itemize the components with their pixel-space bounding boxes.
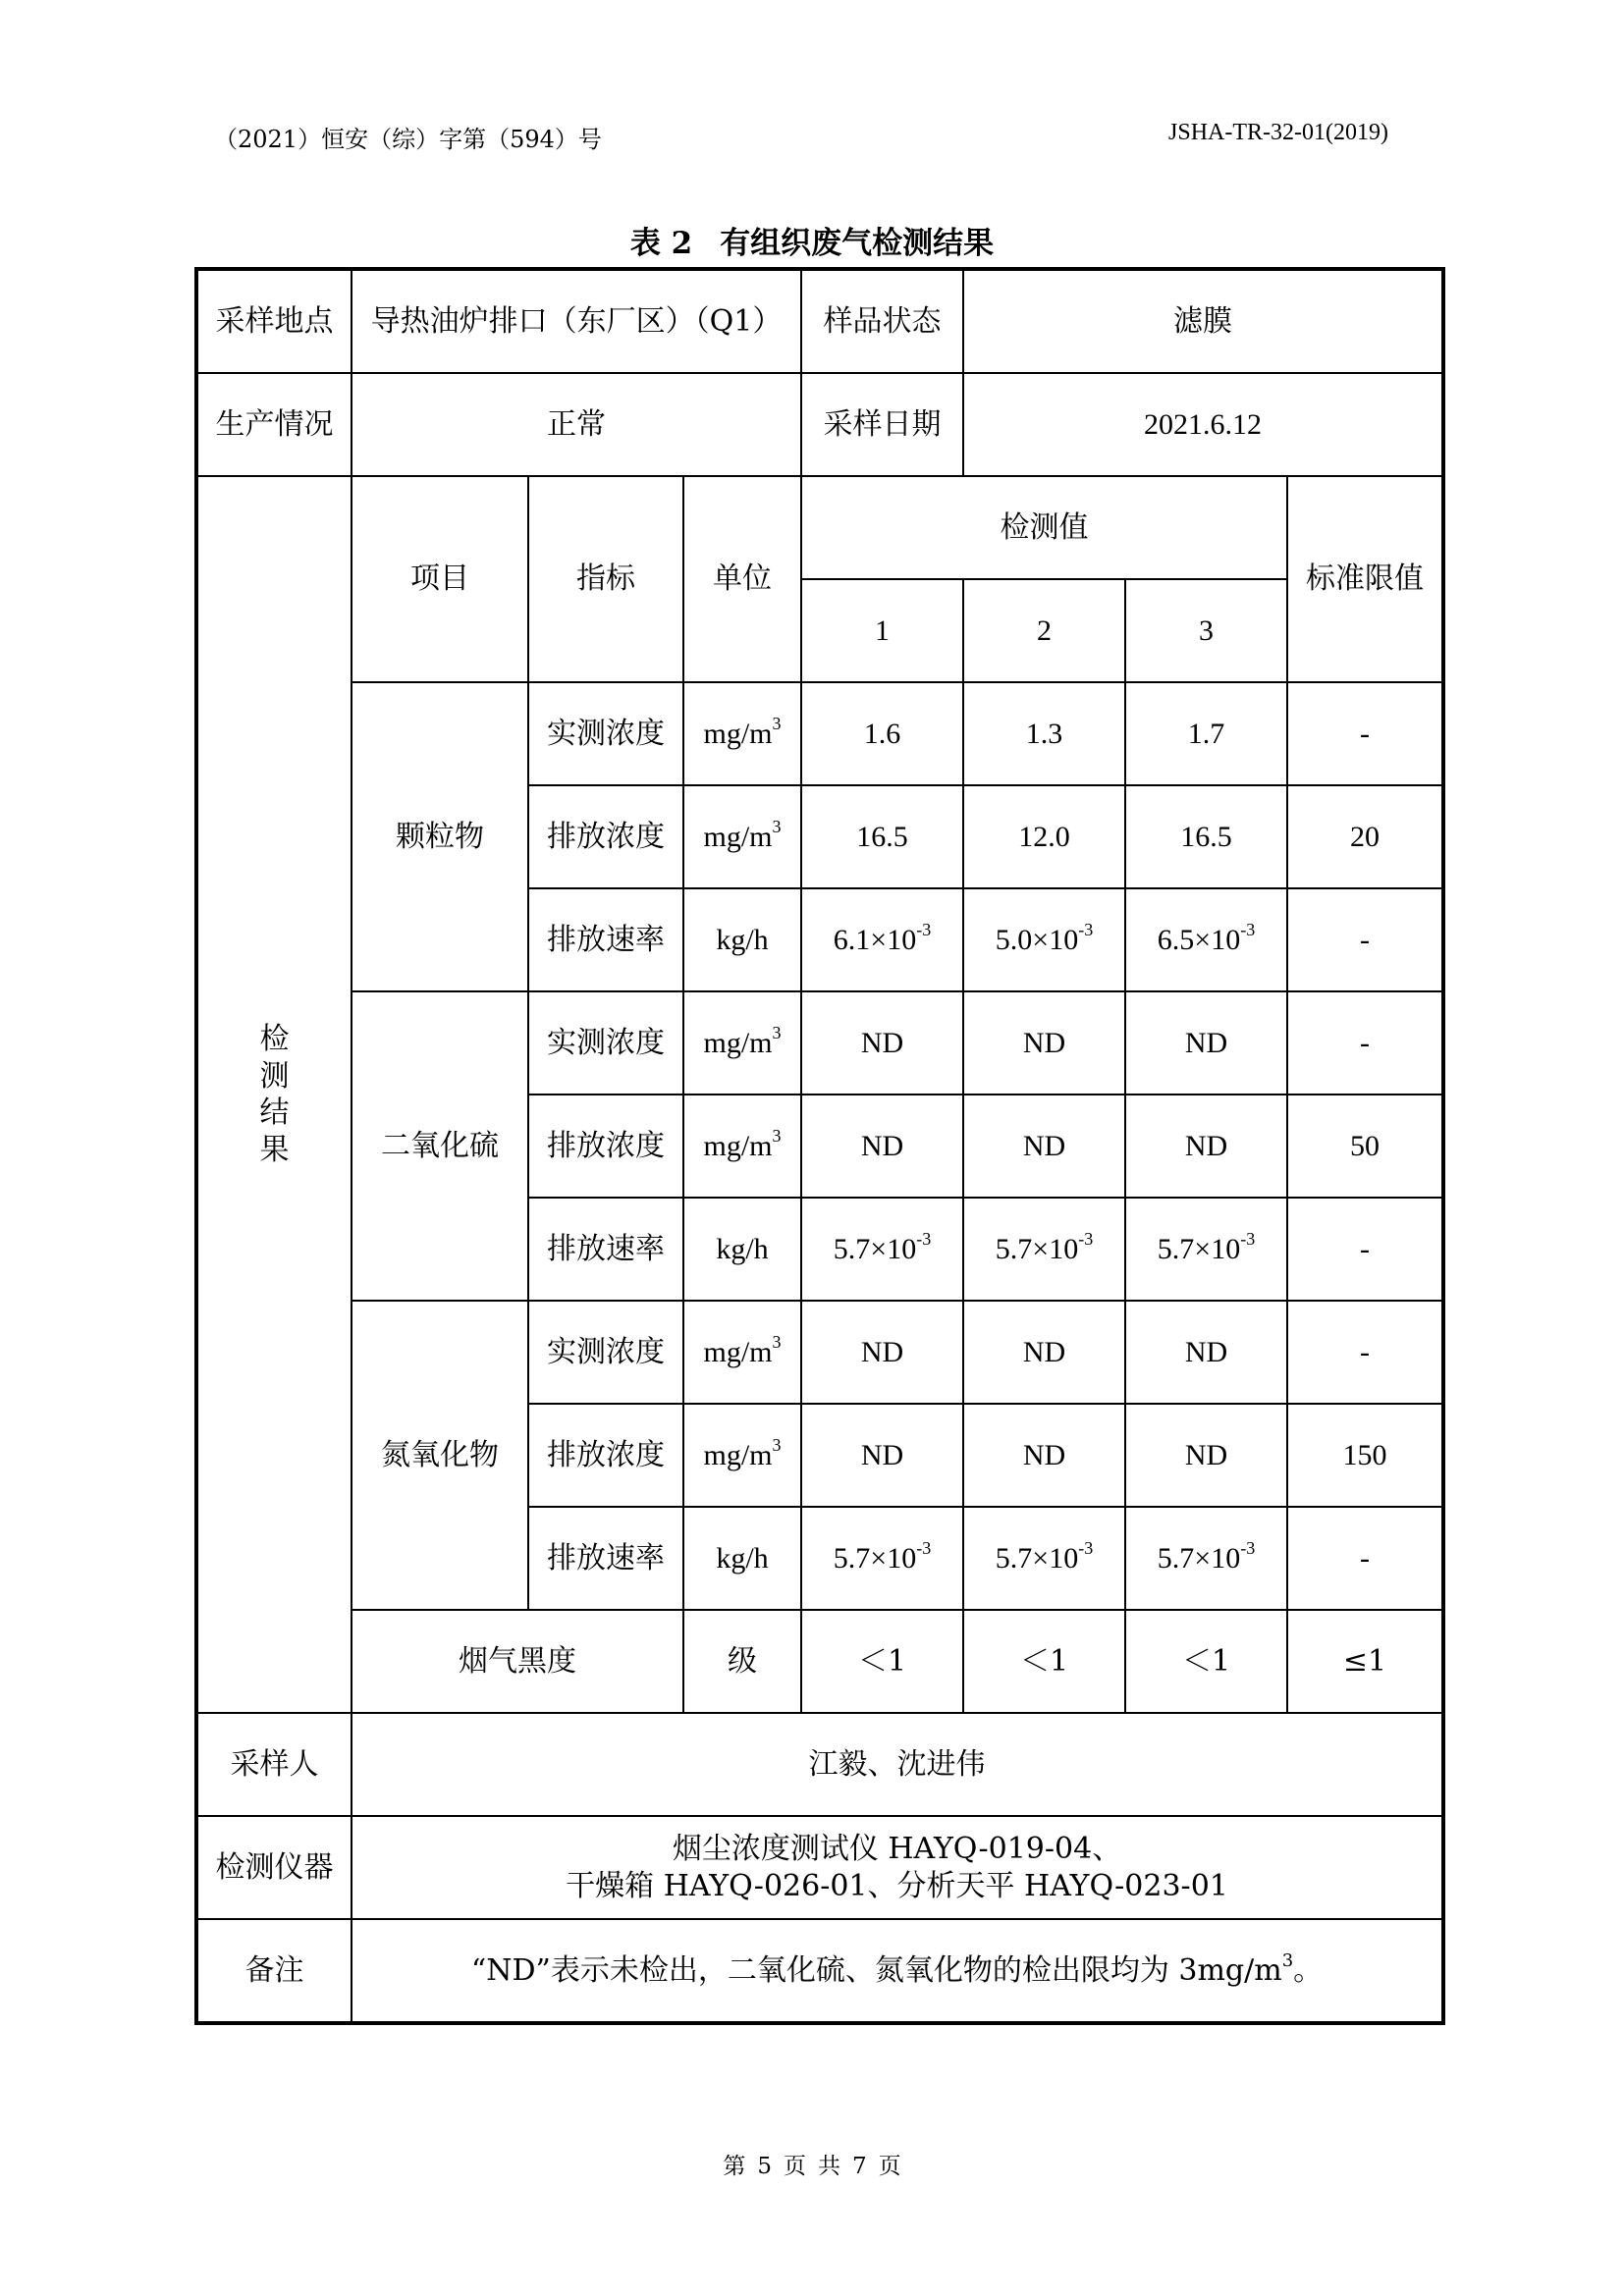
site-label: 采样地点 <box>196 269 352 373</box>
instrument-line: 烟尘浓度测试仪 HAYQ-019-04、 <box>672 1832 1122 1866</box>
value-cell: ND <box>963 1301 1125 1404</box>
item-name: 颗粒物 <box>352 682 528 991</box>
header-n1: 1 <box>801 579 963 682</box>
index-cell: 实测浓度 <box>528 1301 683 1404</box>
state-value: 滤膜 <box>963 269 1443 373</box>
value-cell: ND <box>801 1301 963 1404</box>
header-index: 指标 <box>528 476 683 682</box>
item-name: 氮氧化物 <box>352 1301 528 1610</box>
limit-cell: - <box>1287 888 1443 991</box>
value-cell: ND <box>801 1095 963 1198</box>
table-row <box>196 1610 1443 1713</box>
production-label: 生产情况 <box>196 373 352 476</box>
header-n2: 2 <box>963 579 1125 682</box>
smoke-item: 烟气黑度 <box>352 1610 683 1713</box>
limit-cell: - <box>1287 682 1443 785</box>
value-cell: $5.7\times 10^{-3}$ <box>963 1198 1125 1301</box>
header-n3: 3 <box>1125 579 1287 682</box>
value-cell: ND <box>801 991 963 1095</box>
index-cell: 排放速率 <box>528 888 683 991</box>
instrument-value <box>352 1816 1443 1919</box>
index-cell: 排放浓度 <box>528 1095 683 1198</box>
index-cell: 排放浓度 <box>528 1404 683 1507</box>
date-value: 2021.6.12 <box>963 373 1443 476</box>
value-cell: $5.7\times 10^{-3}$ <box>1125 1507 1287 1610</box>
index-cell: 排放速率 <box>528 1507 683 1610</box>
table-row <box>196 269 1443 373</box>
value-cell: ND <box>801 1404 963 1507</box>
value-cell: 1.3 <box>963 682 1125 785</box>
results-section-label: 检 测 结 果 <box>196 476 352 1713</box>
table-title <box>0 218 1624 262</box>
limit-cell: - <box>1287 1507 1443 1610</box>
value-cell: ＜1 <box>1125 1610 1287 1713</box>
header-measured: 检测值 <box>801 476 1287 579</box>
index-cell: 排放速率 <box>528 1198 683 1301</box>
value-cell: ND <box>1125 1301 1287 1404</box>
table-row <box>196 476 1443 579</box>
limit-cell: - <box>1287 1198 1443 1301</box>
table-row <box>196 1919 1443 2023</box>
table-number: 表 2 <box>629 226 693 261</box>
state-label: 样品状态 <box>801 269 963 373</box>
value-cell: ND <box>963 1095 1125 1198</box>
remark-label: 备注 <box>196 1919 352 2023</box>
value-cell: $6.1\times 10^{-3}$ <box>801 888 963 991</box>
value-cell: ＜1 <box>801 1610 963 1713</box>
limit-cell: 150 <box>1287 1404 1443 1507</box>
instrument-label: 检测仪器 <box>196 1816 352 1919</box>
limit-cell: - <box>1287 1301 1443 1404</box>
value-cell: $5.0\times 10^{-3}$ <box>963 888 1125 991</box>
unit-cell: kg/h <box>683 888 801 991</box>
value-cell: ND <box>963 991 1125 1095</box>
limit-cell: 20 <box>1287 785 1443 888</box>
date-label: 采样日期 <box>801 373 963 476</box>
value-cell: ND <box>963 1404 1125 1507</box>
value-cell: 1.6 <box>801 682 963 785</box>
unit-cell: kg/h <box>683 1507 801 1610</box>
value-cell: $6.5\times 10^{-3}$ <box>1125 888 1287 991</box>
limit-cell: ≤1 <box>1287 1610 1443 1713</box>
table-title-text: 有组织废气检测结果 <box>720 226 995 261</box>
value-cell: 16.5 <box>801 785 963 888</box>
production-value: 正常 <box>352 373 801 476</box>
unit-cell: $mg/m^3$ <box>683 785 801 888</box>
value-cell: $5.7\times 10^{-3}$ <box>1125 1198 1287 1301</box>
value-cell: 1.7 <box>1125 682 1287 785</box>
value-cell: 16.5 <box>1125 785 1287 888</box>
value-cell: ND <box>1125 1404 1287 1507</box>
table-row <box>196 373 1443 476</box>
limit-cell: - <box>1287 991 1443 1095</box>
index-cell: 排放浓度 <box>528 785 683 888</box>
index-cell: 实测浓度 <box>528 682 683 785</box>
table-row <box>196 1713 1443 1816</box>
unit-cell: $mg/m^3$ <box>683 1404 801 1507</box>
remark-text: “ND”表示未检出，二氧化硫、氮氧化物的检出限均为 $3mg/m^3$。 <box>352 1919 1443 2023</box>
value-cell: $5.7\times 10^{-3}$ <box>963 1507 1125 1610</box>
header-item: 项目 <box>352 476 528 682</box>
index-cell: 实测浓度 <box>528 991 683 1095</box>
results-table <box>194 267 1445 2025</box>
smoke-unit: 级 <box>683 1610 801 1713</box>
header-limit: 标准限值 <box>1287 476 1443 682</box>
value-cell: $5.7\times 10^{-3}$ <box>801 1198 963 1301</box>
table-row <box>196 991 1443 1095</box>
header-unit: 单位 <box>683 476 801 682</box>
limit-cell: 50 <box>1287 1095 1443 1198</box>
unit-cell: $mg/m^3$ <box>683 682 801 785</box>
value-cell: ＜1 <box>963 1610 1125 1713</box>
value-cell: ND <box>1125 1095 1287 1198</box>
table-row <box>196 1301 1443 1404</box>
table-row <box>196 1816 1443 1919</box>
sampler-label: 采样人 <box>196 1713 352 1816</box>
page-number: 第 5 页 共 7 页 <box>723 2154 901 2179</box>
unit-cell: kg/h <box>683 1198 801 1301</box>
unit-cell: $mg/m^3$ <box>683 991 801 1095</box>
item-name: 二氧化硫 <box>352 991 528 1301</box>
report-number: （2021）恒安（综）字第（594）号 <box>214 126 602 153</box>
unit-cell: $mg/m^3$ <box>683 1301 801 1404</box>
form-code: JSHA-TR-32-01(2019) <box>1168 120 1388 145</box>
value-cell: $5.7\times 10^{-3}$ <box>801 1507 963 1610</box>
unit-cell: $mg/m^3$ <box>683 1095 801 1198</box>
sampler-value: 江毅、沈进伟 <box>352 1713 1443 1816</box>
value-cell: 12.0 <box>963 785 1125 888</box>
table-row <box>196 682 1443 785</box>
value-cell: ND <box>1125 991 1287 1095</box>
site-value: 导热油炉排口（东厂区）（Q1） <box>352 269 801 373</box>
instrument-line: 干燥箱 HAYQ-026-01、分析天平 HAYQ-023-01 <box>566 1868 1228 1903</box>
